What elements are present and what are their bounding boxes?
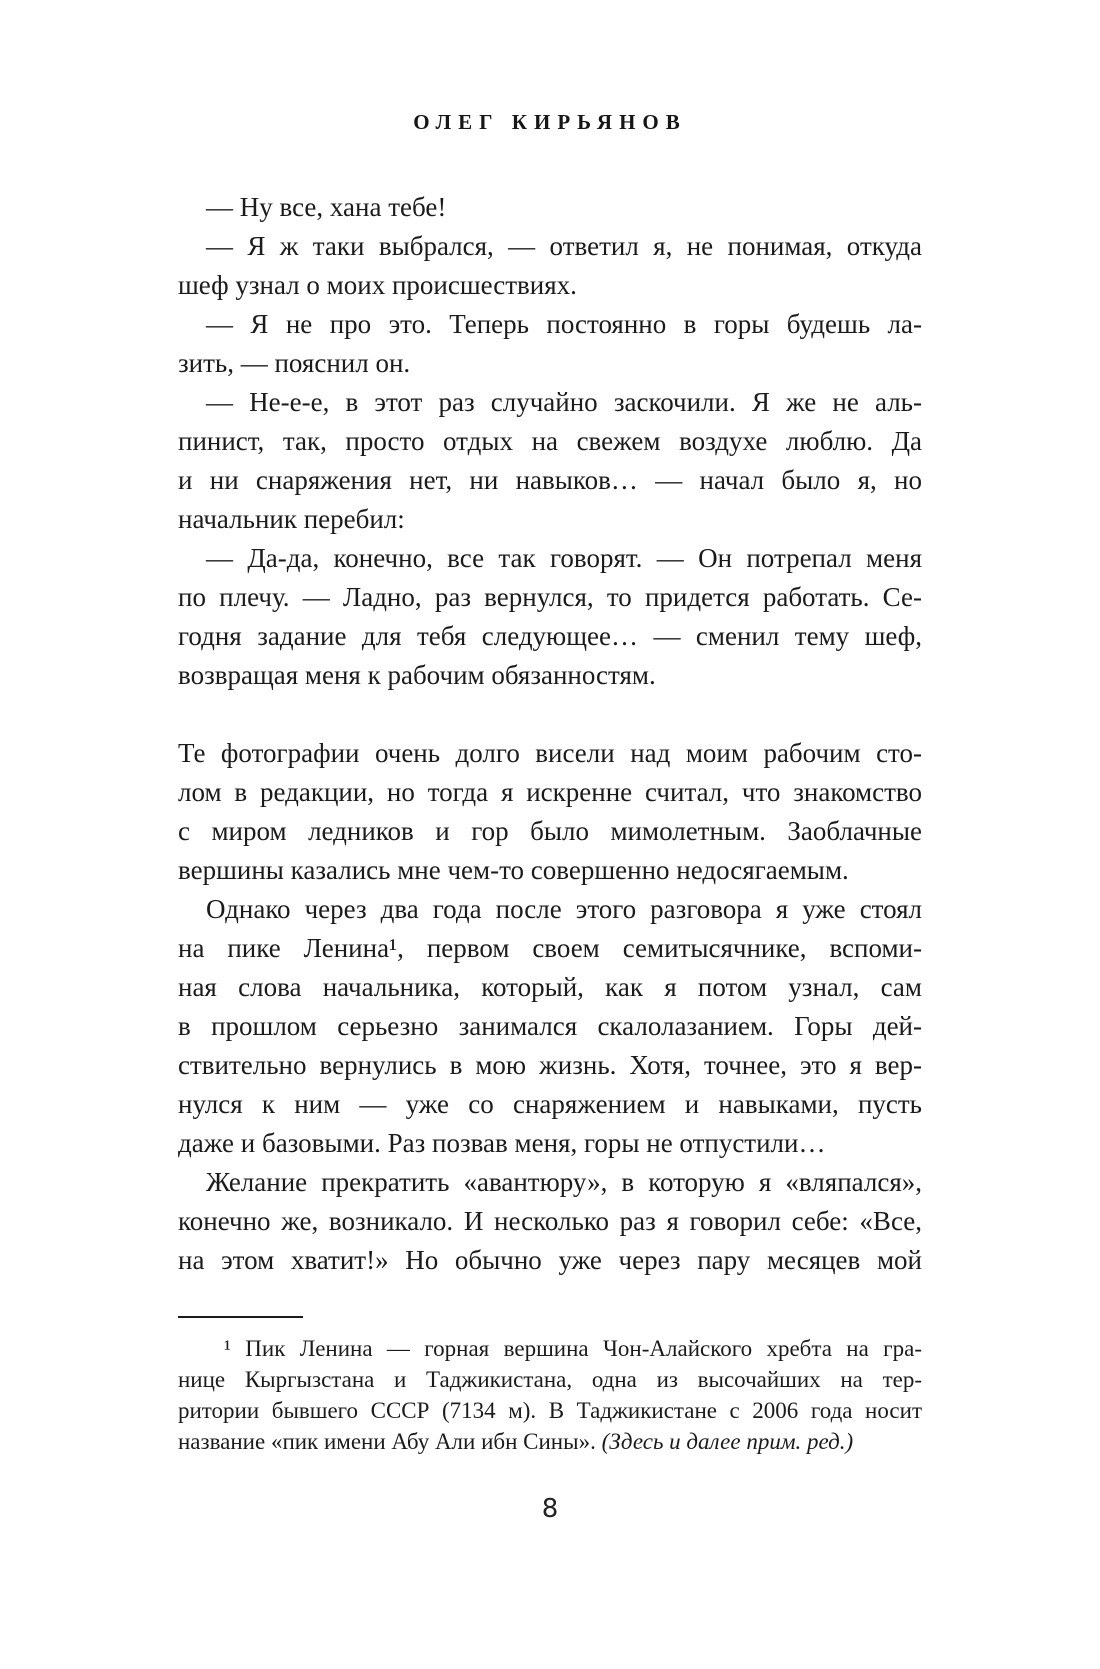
footnote-text: название «пик имени Абу Али ибн Сины». (178, 1429, 602, 1454)
text-line: Желание прекратить «авантюру», в которую я «вляпался», (206, 1167, 922, 1197)
text-line: — Да-да, конечно, все так говорят. — Он потрепал меня (206, 543, 922, 573)
text-line: пинист, так, просто отдых на свежем воздухе люблю. Да (178, 426, 922, 456)
paragraph (178, 383, 922, 539)
footnote-line (178, 1333, 922, 1364)
text-line: конечно же, возникало. И несколько раз я говорил себе: «Все, (178, 1206, 922, 1236)
footnote-text: ритории бывшего СССР (7134 м). В Таджикистане с 2006 года носит (178, 1398, 922, 1423)
text-line: в прошлом серьезно занимался скалолазанием. Горы дей- (178, 1011, 922, 1041)
footnote-text: нице Кыргызстана и Таджикистана, одна из высочайших на тер- (178, 1367, 922, 1392)
text-line: шеф узнал о моих происшествиях. (178, 270, 577, 300)
text-line: — Я ж таки выбрался, — ответил я, не понимая, откуда (206, 231, 922, 261)
running-header: ОЛЕГ КИРЬЯНОВ (413, 110, 687, 134)
paragraph (178, 1163, 922, 1280)
paragraph (178, 305, 922, 383)
text-line: зить, — пояснил он. (178, 348, 411, 378)
text-line: годня задание для тебя следующее… — сменил тему шеф, (178, 621, 922, 651)
footnote-line (178, 1364, 922, 1395)
footnote-text: ¹ Пик Ленина — горная вершина Чон-Алайского хребта на гра- (224, 1336, 922, 1361)
footnote (178, 1333, 922, 1457)
footnote-line (178, 1426, 922, 1457)
page-number: 8 (541, 1494, 559, 1524)
text-line: и ни снаряжения нет, ни навыков… — начал было я, но (178, 465, 922, 495)
footnote-line (178, 1395, 922, 1426)
footnote-editor-note: (Здесь и далее прим. ред.) (601, 1429, 854, 1454)
text-line: на этом хватит!» Но обычно уже через пару месяцев мой (178, 1245, 922, 1275)
text-line: — Не-е-е, в этот раз случайно заскочили. Я же не аль- (206, 387, 922, 417)
text-line: Однако через два года после этого разговора я уже стоял (206, 894, 922, 924)
text-line: даже и базовыми. Раз позвав меня, горы не отпустили… (178, 1128, 826, 1158)
paragraph (178, 890, 922, 1163)
text-line: ствительно вернулись в мою жизнь. Хотя, точнее, это я вер- (178, 1050, 922, 1080)
text-line: по плечу. — Ладно, раз вернулся, то придется работать. Се- (178, 582, 922, 612)
text-line: вершины казались мне чем-то совершенно недосягаемым. (178, 855, 849, 885)
paragraph (178, 539, 922, 695)
text-line: — Я не про это. Теперь постоянно в горы будешь ла- (206, 309, 922, 339)
text-line: на пике Ленина¹, первом своем семитысячнике, вспоми- (178, 933, 922, 963)
text-line: Те фотографии очень долго висели над моим рабочим сто- (178, 738, 922, 768)
text-line: нулся к ним — уже со снаряжением и навыками, пусть (178, 1089, 922, 1119)
paragraph (178, 227, 922, 305)
text-line: с миром ледников и гор было мимолетным. Заоблачные (178, 816, 922, 846)
text-line: — Ну все, хана тебе! (206, 192, 447, 222)
text-line: ная слова начальника, который, как я потом узнал, сам (178, 972, 922, 1002)
text-line: возвращая меня к рабочим обязанностям. (178, 660, 656, 690)
text-line: начальник перебил: (178, 504, 405, 534)
text-line: лом в редакции, но тогда я искренне считал, что знакомство (178, 777, 922, 807)
footnote-divider (178, 1316, 303, 1318)
paragraph (178, 734, 922, 890)
paragraph (178, 188, 922, 227)
body-text (178, 188, 922, 1280)
